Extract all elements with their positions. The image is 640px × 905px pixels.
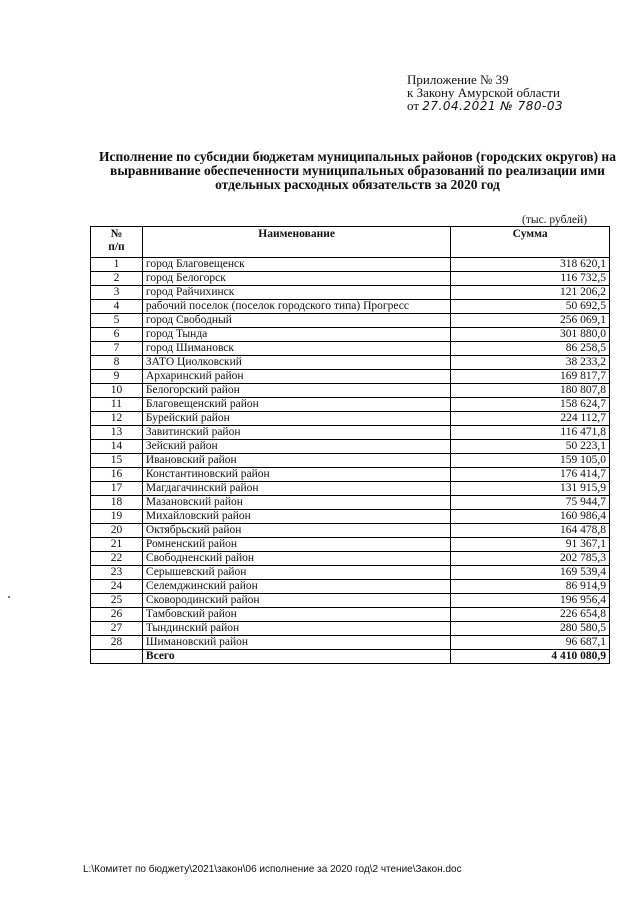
- row-number: 9: [91, 370, 143, 384]
- row-sum: 318 620,1: [451, 258, 610, 272]
- table-row: [91, 594, 610, 608]
- row-sum: 202 785,3: [451, 552, 610, 566]
- document-title: Исполнение по субсидии бюджетам муниципальных районов (городских округов) на выравнивание обеспеченности муниципальных образований по реализации ими отдельных расходных обязательств за 2020 год: [99, 149, 616, 192]
- table-row: [91, 524, 610, 538]
- row-number: 3: [91, 286, 143, 300]
- row-sum: 91 367,1: [451, 538, 610, 552]
- table-row: [91, 286, 610, 300]
- file-path-footer: L:\Комитет по бюджету\2021\закон\06 исполнение за 2020 год\2 чтение\Закон.doc: [83, 864, 462, 875]
- row-number: 26: [91, 608, 143, 622]
- table-row: [91, 566, 610, 580]
- row-number: 15: [91, 454, 143, 468]
- row-name: Октябрьский район: [142, 524, 450, 538]
- row-number: 13: [91, 426, 143, 440]
- header-sum: Сумма: [451, 227, 610, 258]
- row-name: город Свободный: [142, 314, 450, 328]
- row-number: 8: [91, 356, 143, 370]
- row-sum: 176 414,7: [451, 468, 610, 482]
- row-sum: 256 069,1: [451, 314, 610, 328]
- row-name: Зейский район: [142, 440, 450, 454]
- row-name: город Благовещенск: [142, 258, 450, 272]
- row-sum: 50 692,5: [451, 300, 610, 314]
- table-row: [91, 384, 610, 398]
- row-number: 21: [91, 538, 143, 552]
- table-header-row: [91, 227, 610, 258]
- row-number: 4: [91, 300, 143, 314]
- row-name: Селемджинский район: [142, 580, 450, 594]
- table-body: [91, 258, 610, 650]
- row-sum: 280 580,5: [451, 622, 610, 636]
- appendix-law-reference: к Закону Амурской области: [407, 85, 560, 100]
- row-sum: 301 880,0: [451, 328, 610, 342]
- row-number: 20: [91, 524, 143, 538]
- row-number: 19: [91, 510, 143, 524]
- row-name: город Шимановск: [142, 342, 450, 356]
- table-row: [91, 440, 610, 454]
- table-row: [91, 454, 610, 468]
- row-name: Мазановский район: [142, 496, 450, 510]
- row-name: Архаринский район: [142, 370, 450, 384]
- table-row: [91, 538, 610, 552]
- row-number: 27: [91, 622, 143, 636]
- table-row: [91, 608, 610, 622]
- table-row: [91, 622, 610, 636]
- row-name: Белогорский район: [142, 384, 450, 398]
- appendix-header: [407, 73, 563, 113]
- row-number: 22: [91, 552, 143, 566]
- row-sum: 38 233,2: [451, 356, 610, 370]
- table-row: [91, 356, 610, 370]
- row-number: 28: [91, 636, 143, 650]
- row-number: 24: [91, 580, 143, 594]
- row-name: Ромненский район: [142, 538, 450, 552]
- appendix-date-prefix: от: [407, 98, 420, 113]
- total-number-cell: [91, 650, 143, 664]
- table-row: [91, 580, 610, 594]
- subsidy-table: [90, 226, 610, 664]
- row-sum: 121 206,2: [451, 286, 610, 300]
- row-name: город Райчихинск: [142, 286, 450, 300]
- units-note: (тыс. рублей): [522, 214, 588, 226]
- table-row: [91, 496, 610, 510]
- row-sum: 96 687,1: [451, 636, 610, 650]
- row-sum: 86 914,9: [451, 580, 610, 594]
- row-name: Магдагачинский район: [142, 482, 450, 496]
- row-sum: 169 539,4: [451, 566, 610, 580]
- table-row: [91, 468, 610, 482]
- table-row: [91, 314, 610, 328]
- total-label: Всего: [142, 650, 450, 664]
- header-name: Наименование: [142, 227, 450, 258]
- row-name: Серышевский район: [142, 566, 450, 580]
- row-name: рабочий поселок (поселок городского типа) Прогресс: [142, 300, 450, 314]
- appendix-date-line: [407, 99, 563, 113]
- row-name: Сковородинский район: [142, 594, 450, 608]
- table-row: [91, 412, 610, 426]
- row-name: Константиновский район: [142, 468, 450, 482]
- row-sum: 50 223,1: [451, 440, 610, 454]
- row-name: город Белогорск: [142, 272, 450, 286]
- total-sum: 4 410 080,9: [451, 650, 610, 664]
- row-number: 16: [91, 468, 143, 482]
- table-row: [91, 272, 610, 286]
- row-number: 1: [91, 258, 143, 272]
- table-row: [91, 426, 610, 440]
- handwritten-date-number: 27.04.2021 № 780-03: [422, 99, 564, 113]
- row-number: 7: [91, 342, 143, 356]
- row-number: 14: [91, 440, 143, 454]
- row-number: 23: [91, 566, 143, 580]
- row-name: Бурейский район: [142, 412, 450, 426]
- row-sum: 116 732,5: [451, 272, 610, 286]
- row-number: 6: [91, 328, 143, 342]
- row-name: Свободненский район: [142, 552, 450, 566]
- table-row: [91, 370, 610, 384]
- row-sum: 180 807,8: [451, 384, 610, 398]
- row-number: 18: [91, 496, 143, 510]
- row-name: город Тында: [142, 328, 450, 342]
- row-name: Михайловский район: [142, 510, 450, 524]
- row-name: Тамбовский район: [142, 608, 450, 622]
- appendix-number: Приложение № 39: [407, 72, 509, 87]
- row-sum: 158 624,7: [451, 398, 610, 412]
- table-row: [91, 328, 610, 342]
- row-sum: 164 478,8: [451, 524, 610, 538]
- row-number: 17: [91, 482, 143, 496]
- row-name: Ивановский район: [142, 454, 450, 468]
- table-row: [91, 510, 610, 524]
- table-row: [91, 398, 610, 412]
- row-sum: 196 956,4: [451, 594, 610, 608]
- scan-speck: [8, 596, 10, 598]
- row-name: Тындинский район: [142, 622, 450, 636]
- row-number: 10: [91, 384, 143, 398]
- row-name: Завитинский район: [142, 426, 450, 440]
- table-row: [91, 258, 610, 272]
- row-sum: 86 258,5: [451, 342, 610, 356]
- row-number: 11: [91, 398, 143, 412]
- row-sum: 159 105,0: [451, 454, 610, 468]
- total-row: [91, 650, 610, 664]
- row-sum: 224 112,7: [451, 412, 610, 426]
- row-number: 2: [91, 272, 143, 286]
- row-sum: 169 817,7: [451, 370, 610, 384]
- row-sum: 226 654,8: [451, 608, 610, 622]
- table-row: [91, 300, 610, 314]
- header-number-line1: №: [110, 228, 123, 240]
- header-number: [91, 227, 143, 258]
- row-sum: 116 471,8: [451, 426, 610, 440]
- row-sum: 131 915,9: [451, 482, 610, 496]
- table-row: [91, 342, 610, 356]
- row-sum: 160 986,4: [451, 510, 610, 524]
- header-number-line2: п/п: [108, 241, 125, 253]
- table-row: [91, 552, 610, 566]
- row-number: 25: [91, 594, 143, 608]
- table-row: [91, 636, 610, 650]
- table-row: [91, 482, 610, 496]
- row-sum: 75 944,7: [451, 496, 610, 510]
- row-name: Шимановский район: [142, 636, 450, 650]
- row-number: 5: [91, 314, 143, 328]
- row-number: 12: [91, 412, 143, 426]
- row-name: Благовещенский район: [142, 398, 450, 412]
- row-name: ЗАТО Циолковский: [142, 356, 450, 370]
